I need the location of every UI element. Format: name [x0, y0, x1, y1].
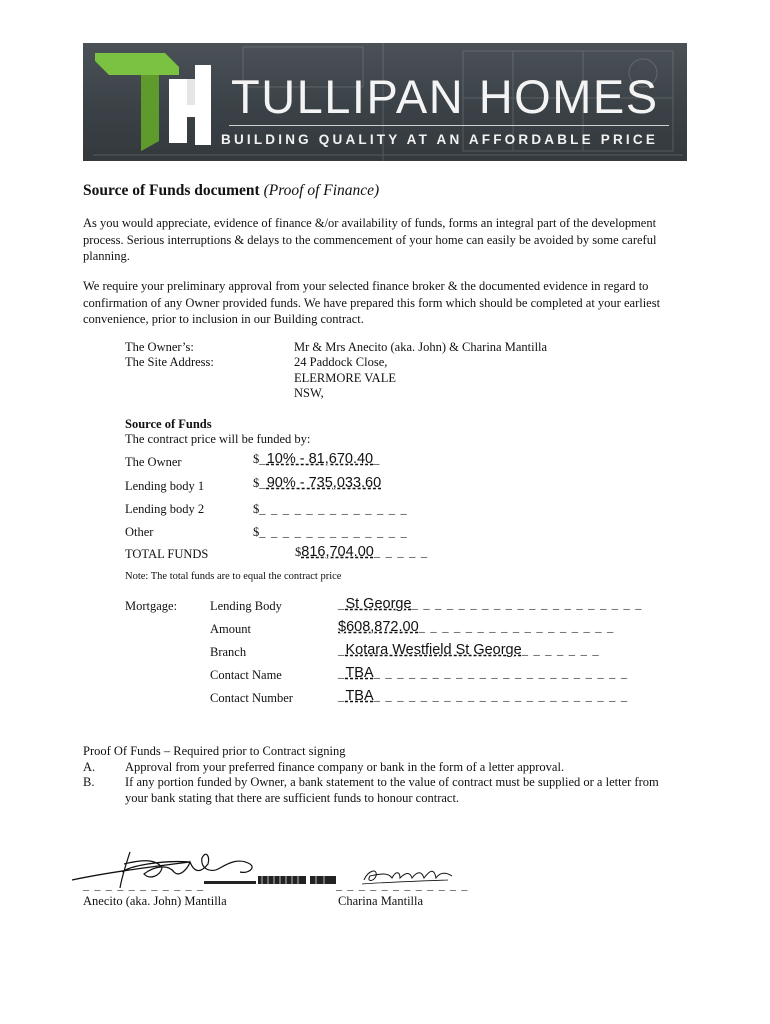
total-funds-field[interactable]: $ 816,704.00 _ _ _ _ _ — [295, 544, 429, 560]
mortgage-row-label: Contact Number — [210, 691, 293, 705]
signature-name-right: Charina Mantilla — [338, 894, 424, 908]
proof-heading: Proof Of Funds – Required prior to Contract signing — [83, 744, 346, 758]
contact-number-value: TBA — [345, 688, 374, 704]
address-line-2: ELERMORE VALE — [294, 371, 396, 385]
proof-item-a: Approval from your preferred finance company or bank in the form of a letter approval. — [125, 760, 565, 774]
funds-owner-value: 10% - 81,670.40 — [266, 451, 374, 467]
mortgage-row-label: Contact Name — [210, 668, 282, 682]
brand-tagline: BUILDING QUALITY AT AN AFFORDABLE PRICE — [221, 132, 659, 147]
funds-subheading: The contract price will be funded by: — [125, 432, 311, 446]
signature-line-right[interactable]: _ _ _ _ _ _ _ _ _ _ _ _ — [336, 878, 469, 892]
funds-lender2-field[interactable]: $ _ _ _ _ _ _ _ _ _ _ _ _ _ — [253, 502, 408, 516]
mortgage-row-label: Lending Body — [210, 599, 282, 613]
lending-body-field[interactable]: _ St George _ _ _ _ _ _ _ _ _ _ _ _ _ _ _ _ _ _ _ _ — [338, 596, 643, 612]
mortgage-row-label: Amount — [210, 622, 251, 636]
contact-name-value: TBA — [345, 665, 374, 681]
funds-other-field[interactable]: $ _ _ _ _ _ _ _ _ _ _ _ _ _ — [253, 525, 408, 539]
total-funds-label: TOTAL FUNDS — [125, 547, 209, 561]
amount-value: $608,872.00 — [338, 619, 419, 635]
total-funds-value: 816,704.00 — [301, 544, 374, 560]
mortgage-label: Mortgage: — [125, 599, 178, 613]
funds-heading: Source of Funds — [125, 417, 212, 431]
funds-lender1-field[interactable]: $ _ 90% - 735,033.60 — [253, 475, 382, 491]
owners-value: Mr & Mrs Anecito (aka. John) & Charina Mantilla — [294, 340, 548, 354]
page-title — [83, 182, 379, 200]
intro-paragraph-2: We require your preliminary approval from your selected finance broker & the documented evidence in regard to confirmation of any Owner provided funds. We have prepared this form which should be completed at your earliest convenience, prior to inclusion in our Building contract. — [83, 279, 661, 326]
site-address-label: The Site Address: — [125, 355, 214, 369]
funds-row-label: The Owner — [125, 455, 182, 469]
funds-row-label: Lending body 2 — [125, 502, 205, 516]
funds-row-label: Lending body 1 — [125, 479, 205, 493]
funds-row-label: Other — [125, 525, 154, 539]
funds-owner-field[interactable]: $ _ 10% - 81,670.40 _ — [253, 451, 381, 467]
proof-item-b-cont: your bank stating that there are sufficient funds to honour contract. — [125, 791, 460, 805]
header-banner — [83, 43, 687, 161]
branch-value: Kotara Westfield St George — [345, 642, 522, 658]
redacted-mark-icon — [204, 874, 344, 886]
contact-name-field[interactable]: _ TBA _ _ _ _ _ _ _ _ _ _ _ _ _ _ _ _ _ _ _ _ _ _ — [338, 665, 629, 681]
title-sub: (Proof of Finance) — [263, 182, 380, 199]
contact-number-field[interactable]: _ TBA _ _ _ _ _ _ _ _ _ _ _ _ _ _ _ _ _ _ _ _ _ _ — [338, 688, 629, 704]
proof-marker: A. — [83, 760, 96, 774]
mortgage-row-label: Branch — [210, 645, 247, 659]
address-line-3: NSW, — [294, 386, 324, 400]
proof-item-b: If any portion funded by Owner, a bank statement to the value of contract must be supplied or a letter from — [125, 775, 659, 789]
brand-name: TULLIPAN HOMES — [231, 70, 659, 123]
proof-marker: B. — [83, 775, 95, 789]
title-main: Source of Funds document — [83, 182, 260, 199]
signature-name-left: Anecito (aka. John) Mantilla — [83, 894, 227, 908]
funds-note: Note: The total funds are to equal the contract price — [125, 571, 342, 582]
funds-lender1-value: 90% - 735,033.60 — [266, 475, 382, 491]
amount-field[interactable]: $608,872.00 _ _ _ _ _ _ _ _ _ _ _ _ _ _ _ _ _ — [338, 619, 615, 635]
owners-label: The Owner’s: — [125, 340, 194, 354]
signature-line-left[interactable]: _ _ _ _ _ _ _ _ _ _ _ — [83, 878, 205, 892]
th-logo-icon — [95, 53, 213, 151]
intro-paragraph-1: As you would appreciate, evidence of finance &/or availability of funds, forms an integral part of the development process. Serious interruptions & delays to the commencement of your home can easily be avoided by some careful planning. — [83, 216, 657, 263]
address-line-1: 24 Paddock Close, — [294, 355, 388, 369]
lending-body-value: St George — [345, 596, 412, 612]
branch-field[interactable]: _ Kotara Westfield St George _ _ _ _ _ _ _ — [338, 642, 600, 658]
brand-divider — [229, 125, 669, 126]
